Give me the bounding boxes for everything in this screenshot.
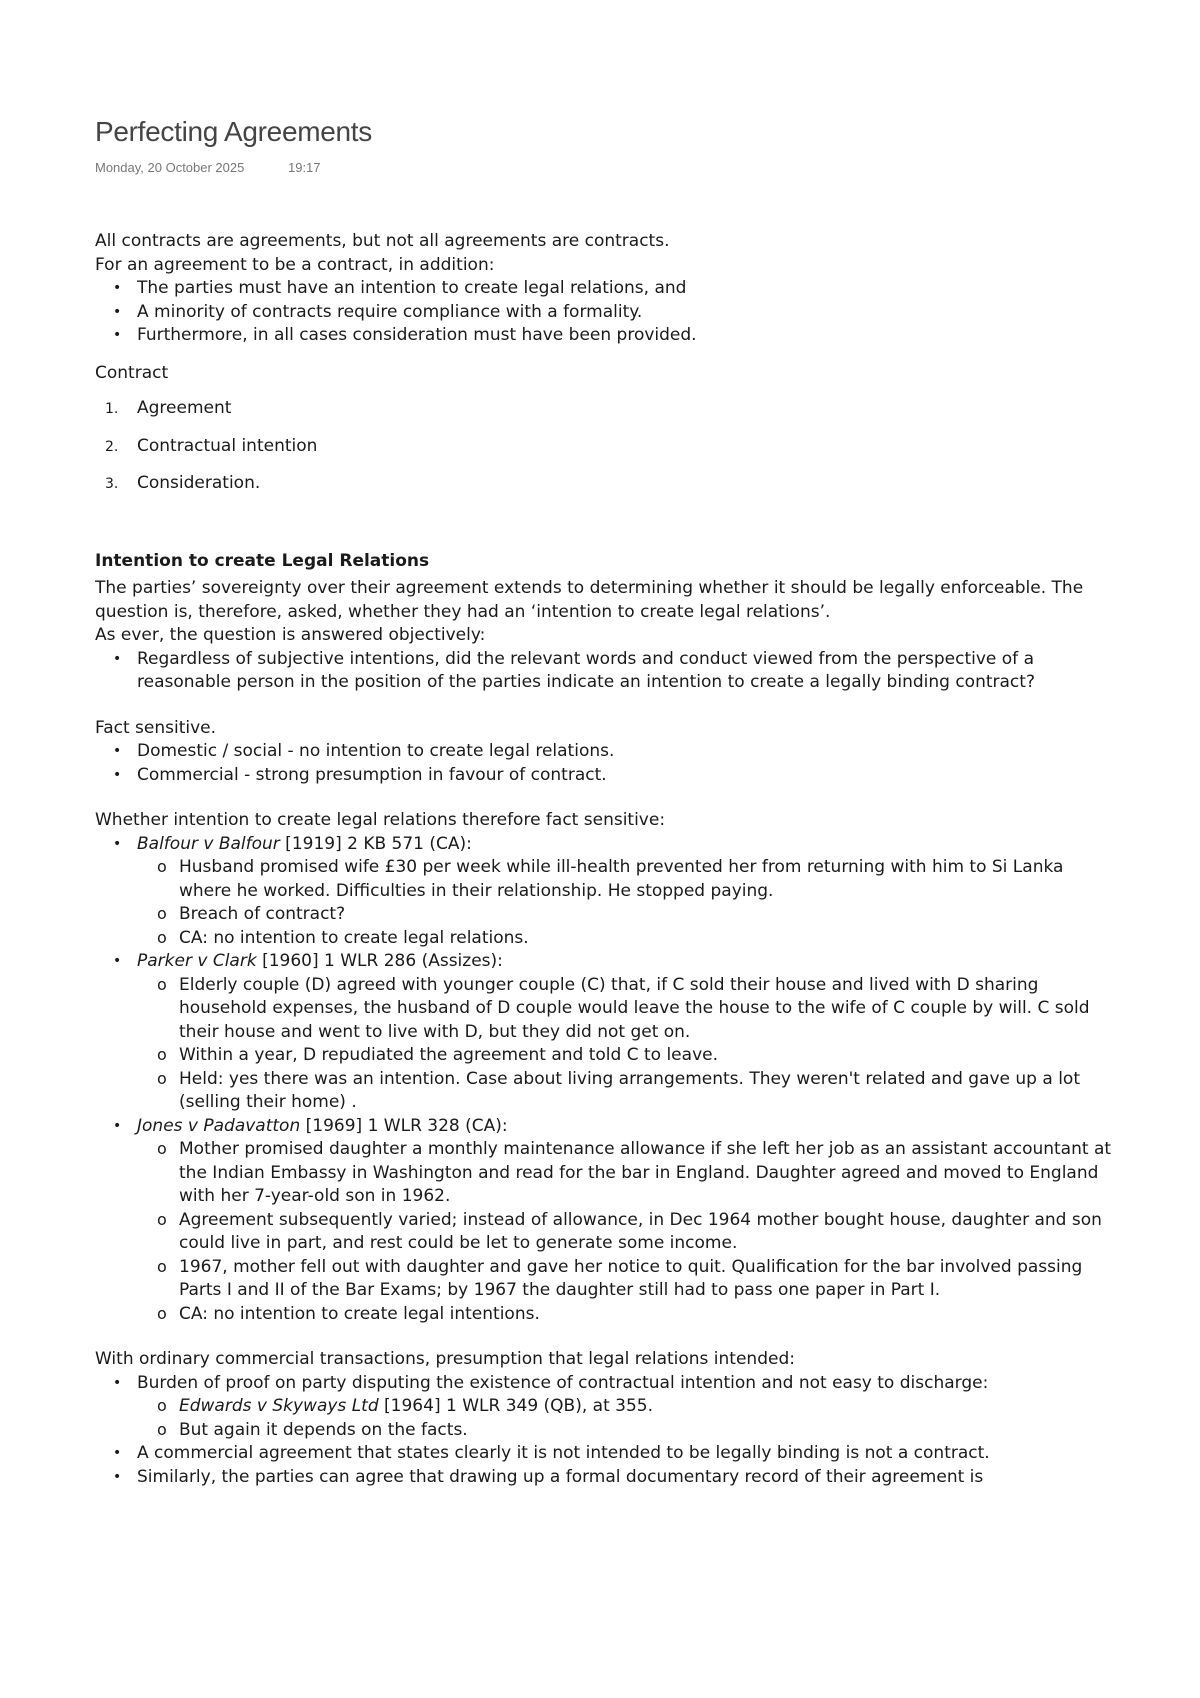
case-item: [95, 950, 1115, 1115]
page-meta: [95, 160, 321, 175]
list-item: • Similarly, the parties can agree that drawing up a formal documentary record of their agreement is: [95, 1466, 1115, 1490]
list-item: • A minority of contracts require compliance with a formality.: [95, 301, 1115, 325]
list-item: • Domestic / social - no intention to create legal relations.: [95, 740, 1115, 764]
contract-label: Contract: [95, 362, 169, 383]
list-item: 1. Agreement: [95, 397, 1115, 421]
list-item: o Breach of contract?: [137, 903, 1115, 927]
list-item: 2. Contractual intention: [95, 435, 1115, 459]
list-item: o Within a year, D repudiated the agreement and told C to leave.: [137, 1044, 1115, 1068]
list-item: o 1967, mother fell out with daughter and gave her notice to quit. Qualification for the bar involved passing Parts I and II of the Bar Exams; by 1967 the daughter still had to pass one paper in Part I.: [137, 1256, 1115, 1303]
list-item: • Burden of proof on party disputing the existence of contractual intention and not easy to discharge: o Edwards v Skyways Ltd [1964] 1 WLR 349 (QB), at 355. o But again it depends on the facts.: [95, 1372, 1115, 1443]
intro-bullets: [95, 277, 1115, 348]
list-item: • Regardless of subjective intentions, did the relevant words and conduct viewed from the perspective of a reasonable person in the position of the parties indicate an intention to create a legally binding contract?: [95, 648, 1115, 695]
note-body: [95, 230, 1115, 1489]
case-citation: [1964] 1 WLR 349 (QB), at 355.: [378, 1396, 653, 1416]
case-details: [137, 1138, 1115, 1326]
list-item: o Mother promised daughter a monthly maintenance allowance if she left her job as an assistant accountant at the Indian Embassy in Washington and read for the bar in England. Daughter agreed and moved to England with her 7-year-old son in 1962.: [137, 1138, 1115, 1209]
itcr-bullets: [95, 648, 1115, 695]
case-name: Balfour v Balfour: [137, 833, 280, 854]
commercial-intro: With ordinary commercial transactions, presumption that legal relations intended:: [95, 1349, 795, 1369]
page-date: Monday, 20 October 2025: [95, 160, 245, 175]
commercial-bullets: [95, 1372, 1115, 1490]
list-item: o Husband promised wife £30 per week while ill-health prevented her from returning with him to Si Lanka where he worked. Difficulties in their relationship. He stopped paying.: [137, 856, 1115, 903]
commercial-details: [137, 1395, 1115, 1442]
cases-list: [95, 833, 1115, 1327]
list-item: o But again it depends on the facts.: [137, 1419, 1115, 1443]
list-item: [137, 1395, 1115, 1419]
list-item: o Elderly couple (D) agreed with younger couple (C) that, if C sold their house and lived with D sharing household expenses, the husband of D couple would leave the house to the wife of C couple by will. C sold their house and went to live with D, but they did not get on.: [137, 974, 1115, 1045]
list-item: • Commercial - strong presumption in favour of contract.: [95, 764, 1115, 788]
intro-line-2: For an agreement to be a contract, in addition:: [95, 254, 495, 275]
list-item: o CA: no intention to create legal intentions.: [137, 1303, 1115, 1327]
list-number: 2.: [105, 438, 119, 455]
case-details: [137, 856, 1115, 950]
intro-line-1: All contracts are agreements, but not all agreements are contracts.: [95, 231, 670, 251]
list-item: • The parties must have an intention to create legal relations, and: [95, 277, 1115, 301]
section-heading: Intention to create Legal Relations: [95, 550, 430, 571]
contract-list: [95, 397, 1115, 496]
itcr-para-1: The parties’ sovereignty over their agreement extends to determining whether it should be legally enforceable. The question is, therefore, asked, whether they had an ‘intention to create legal relations’.: [95, 578, 1084, 622]
case-name: Jones v Padavatton: [137, 1115, 301, 1136]
list-item: 3. Consideration.: [95, 472, 1115, 496]
fact-label: Fact sensitive.: [95, 717, 217, 738]
cases-intro: Whether intention to create legal relations therefore fact sensitive:: [95, 810, 666, 830]
case-item: [95, 833, 1115, 951]
list-number: 1.: [105, 401, 119, 417]
case-citation: [1969] 1 WLR 328 (CA):: [300, 1115, 508, 1136]
list-item: o Held: yes there was an intention. Case about living arrangements. They weren't related and gave up a lot (selling their home) .: [137, 1068, 1115, 1115]
page-title: Perfecting Agreements: [95, 116, 372, 147]
list-item: o CA: no intention to create legal relations.: [137, 927, 1115, 951]
list-number: 3.: [105, 476, 119, 492]
case-citation: [1960] 1 WLR 286 (Assizes):: [256, 951, 503, 971]
fact-bullets: [95, 740, 1115, 787]
list-item: o Agreement subsequently varied; instead of allowance, in Dec 1964 mother bought house, daughter and son could live in part, and rest could be let to generate some income.: [137, 1209, 1115, 1256]
itcr-para-2: As ever, the question is answered objectively:: [95, 625, 486, 645]
page-time: 19:17: [287, 160, 321, 175]
case-item: [95, 1115, 1115, 1327]
list-item: • Furthermore, in all cases consideration must have been provided.: [95, 324, 1115, 348]
case-name: Edwards v Skyways Ltd: [179, 1396, 379, 1416]
case-details: [137, 974, 1115, 1115]
list-item: • A commercial agreement that states clearly it is not intended to be legally binding is not a contract.: [95, 1442, 1115, 1466]
case-name: Parker v Clark: [137, 951, 257, 971]
case-citation: [1919] 2 KB 571 (CA):: [279, 833, 472, 854]
